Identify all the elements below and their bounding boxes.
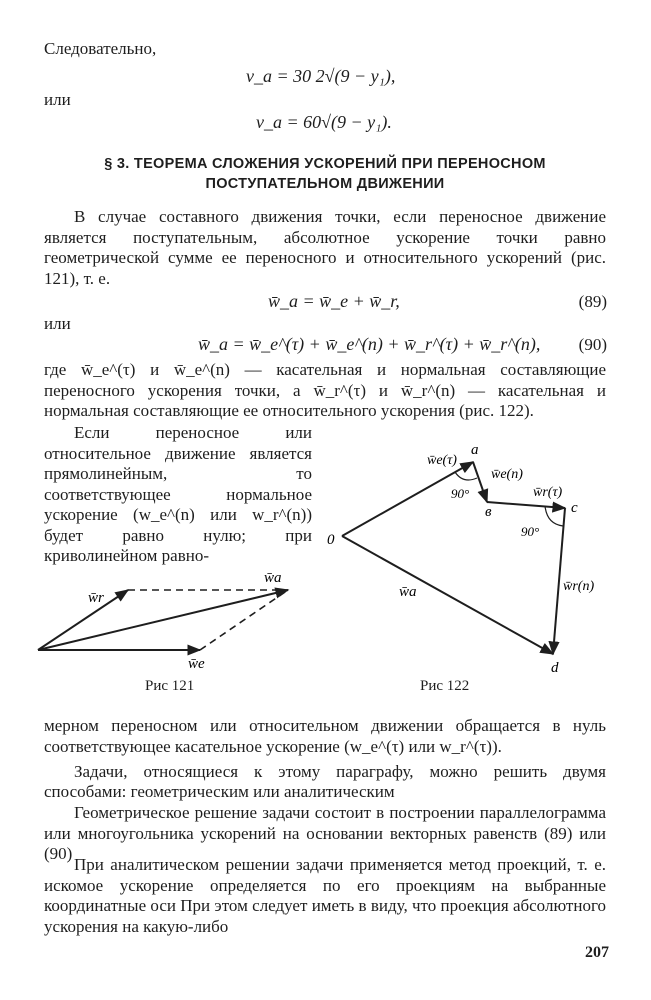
fig121-dashed-right: [200, 590, 288, 650]
or-connector-1: или: [44, 90, 71, 109]
figure-121: [30, 560, 300, 690]
section-title-line-2: ПОСТУПАТЕЛЬНОМ ДВИЖЕНИИ: [205, 176, 445, 192]
or-connector-2: или: [44, 314, 71, 333]
fig122-vector-we-n: [473, 462, 487, 502]
figure-122: [315, 440, 615, 680]
paragraph-6: Геометрическое решение задачи состоит в построении параллелограмма или многоугольника ускорений на основании векторных равенств (89) или (90): [44, 803, 606, 863]
fig121-vector-wr: [38, 590, 128, 650]
fig122-point-a: a: [471, 442, 479, 458]
page-number: 207: [585, 944, 609, 961]
fig122-label-wr-n: w̄r(n): [563, 579, 595, 594]
fig122-angle-2: 90°: [521, 524, 540, 539]
fig121-label-wr: w̄r: [88, 590, 104, 606]
figure-122-caption: Рис 122: [420, 678, 470, 694]
fig122-point-c: c: [571, 500, 578, 516]
fig122-vector-wr-tau: [487, 502, 565, 508]
formula-velocity-1: v_a = 30 2√(9 − y₁),: [246, 66, 396, 86]
paragraph-4: мерном переносном или относительном движении обращается в нуль соответствующее касательное ускорение (w_e^(τ) или w_r^(τ)).: [44, 716, 606, 756]
fig122-label-we-n: w̄e(n): [491, 467, 523, 482]
fig121-vector-wa: [38, 590, 288, 650]
figure-121-caption: Рис 121: [145, 678, 195, 694]
equation-90-number: (90): [578, 335, 607, 354]
fig122-label-we-tau: w̄e(τ): [427, 453, 457, 468]
fig122-point-b: в: [485, 504, 492, 520]
paragraph-5: Задачи, относящиеся к этому параграфу, можно решить двумя способами: геометрическим или аналитическим: [44, 762, 606, 801]
fig122-label-wr-tau: w̄r(τ): [533, 485, 563, 500]
fig122-angle-1: 90°: [451, 486, 470, 501]
paragraph-1: В случае составного движения точки, если переносное движение является поступательным, абсолютное ускорение точки равно геометрической сумме ее переносного и относительного ускорений (рис. 121), т. е.: [44, 207, 606, 288]
equation-89-number: (89): [578, 292, 607, 311]
fig121-label-wa: w̄a: [264, 570, 282, 586]
fig122-angle-arc-2: [545, 506, 563, 526]
paragraph-3: Если переносное или относительное движение является прямолинейным, то соответствующее нормальное ускорение (w_e^(n) или w_r^(n)) будет равно нулю; при криволинейном равно-: [44, 423, 312, 565]
fig122-point-d: d: [551, 660, 559, 676]
fig122-label-wa: w̄a: [399, 584, 417, 600]
paragraph-7: При аналитическом решении задачи применяется метод проекций, т. е. искомое ускорение определяется по его проекциям на выбранные координатные оси При этом следует иметь в виду, что проекция абсолютного ускорения на какую-либо: [44, 855, 606, 936]
fig121-label-we: w̄e: [188, 656, 205, 672]
equation-89: w̄_a = w̄_e + w̄_r,: [268, 291, 400, 311]
paragraph-2: где w̄_e^(τ) и w̄_e^(n) — касательная и нормальная составляющие переносного ускорения точки, а w̄_r^(τ) и w̄_r^(n) — касательная и нормальная составляющие ее относительного ускорения (рис. 122).: [44, 360, 606, 420]
intro-word: Следовательно,: [44, 39, 157, 58]
fig122-point-o: 0: [327, 532, 335, 548]
fig122-angle-arc-1: [455, 472, 477, 480]
formula-velocity-2: v_a = 60√(9 − y₁).: [256, 112, 392, 132]
section-title-line-1: § 3. ТЕОРЕМА СЛОЖЕНИЯ УСКОРЕНИЙ ПРИ ПЕРЕНОСНОМ: [104, 156, 546, 172]
fig122-vector-wa: [342, 536, 553, 654]
equation-90: w̄_a = w̄_e^(τ) + w̄_e^(n) + w̄_r^(τ) + w̄_r^(n),: [198, 334, 541, 354]
